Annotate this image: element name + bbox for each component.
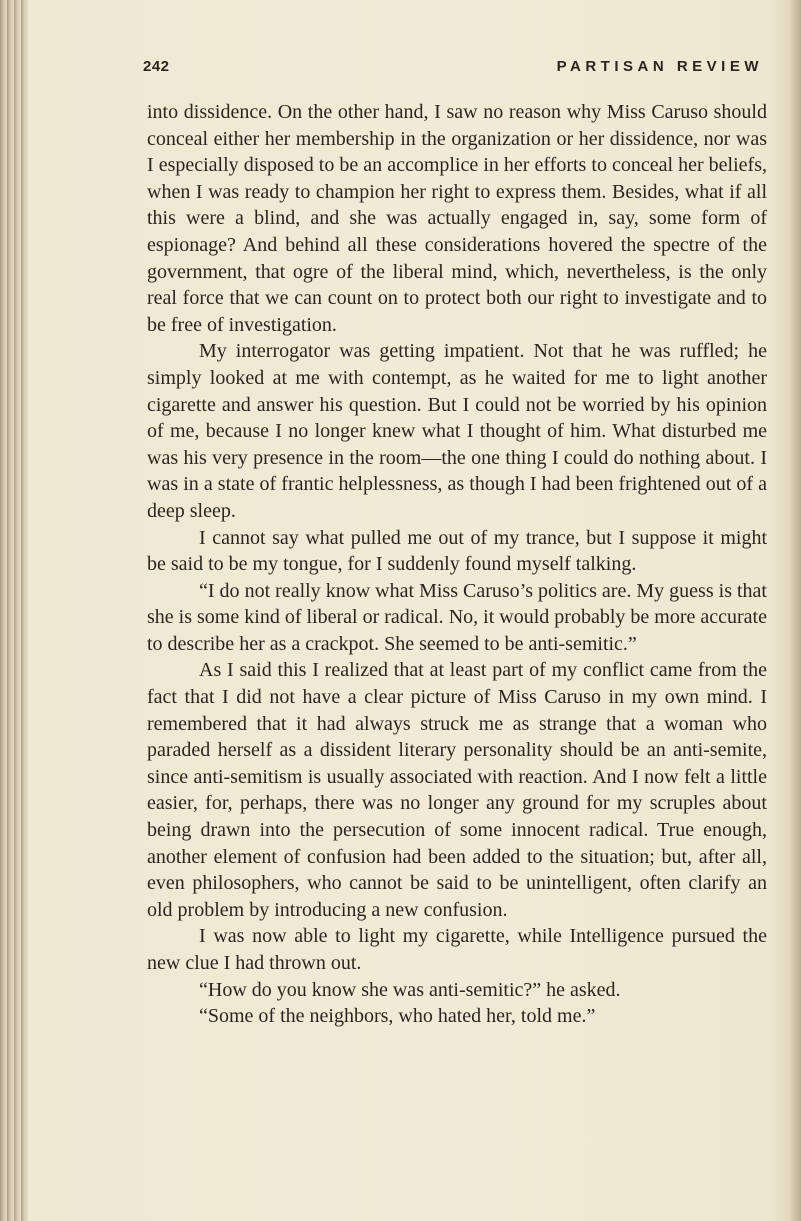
paragraph: My interrogator was getting impatient. Not that he was ruffled; he simply looked at me with contempt, as he waited for me to light another cigarette and answer his question. But I could not be worried by his opinion of me, because I no longer knew what I thought of him. What disturbed me was his very presence in the room—the one thing I could do nothing about. I was in a state of frantic helplessness, as though I had been frightened out of a deep sleep. bbox=[147, 340, 767, 522]
paragraph: “Some of the neighbors, who hated her, told me.” bbox=[199, 1005, 596, 1028]
page-number: 242 bbox=[143, 58, 170, 75]
running-head bbox=[143, 58, 763, 82]
journal-title: PARTISAN REVIEW bbox=[556, 58, 763, 75]
body-text bbox=[147, 99, 767, 1030]
paragraph: I was now able to light my cigarette, while Intelligence pursued the new clue I had thrown out. bbox=[147, 925, 767, 974]
paragraph: As I said this I realized that at least part of my conflict came from the fact that I did not have a clear picture of Miss Caruso in my own mind. I remembered that it had always struck me as strange that a woman who paraded herself as a dissident literary personality should be an anti-semite, since anti-semitism is usually associated with reaction. And I now felt a little easier, for, perhaps, there was no longer any ground for my scruples about being drawn into the persecution of some innocent radical. True enough, another element of confusion had been added to the situation; but, after all, even philosophers, who cannot be said to be unintelligent, often clarify an old problem by introducing a new confusion. bbox=[147, 659, 767, 921]
page-edge-shadow bbox=[789, 0, 801, 1221]
binding-gutter bbox=[0, 0, 28, 1221]
paragraph: “How do you know she was anti-semitic?” he asked. bbox=[199, 978, 621, 1001]
paragraph: into dissidence. On the other hand, I saw no reason why Miss Caruso should conceal either her membership in the organization or her dissidence, nor was I especially disposed to be an accomplice in her efforts to conceal her beliefs, when I was ready to champion her right to express them. Besides, what if all this were a blind, and she was actually engaged in, say, some form of espionage? And behind all these considerations hovered the spectre of the government, that ogre of the liberal mind, which, nevertheless, is the only real force that we can count on to protect both our right to investigate and to be free of investigation. bbox=[147, 101, 767, 336]
paragraph: I cannot say what pulled me out of my trance, but I suppose it might be said to be my tongue, for I suddenly found myself talking. bbox=[147, 526, 767, 576]
paragraph: “I do not really know what Miss Caruso’s politics are. My guess is that she is some kind of liberal or radical. No, it would probably be more accurate to describe her as a crackpot. She seemed to be anti-semitic.” bbox=[147, 579, 767, 655]
